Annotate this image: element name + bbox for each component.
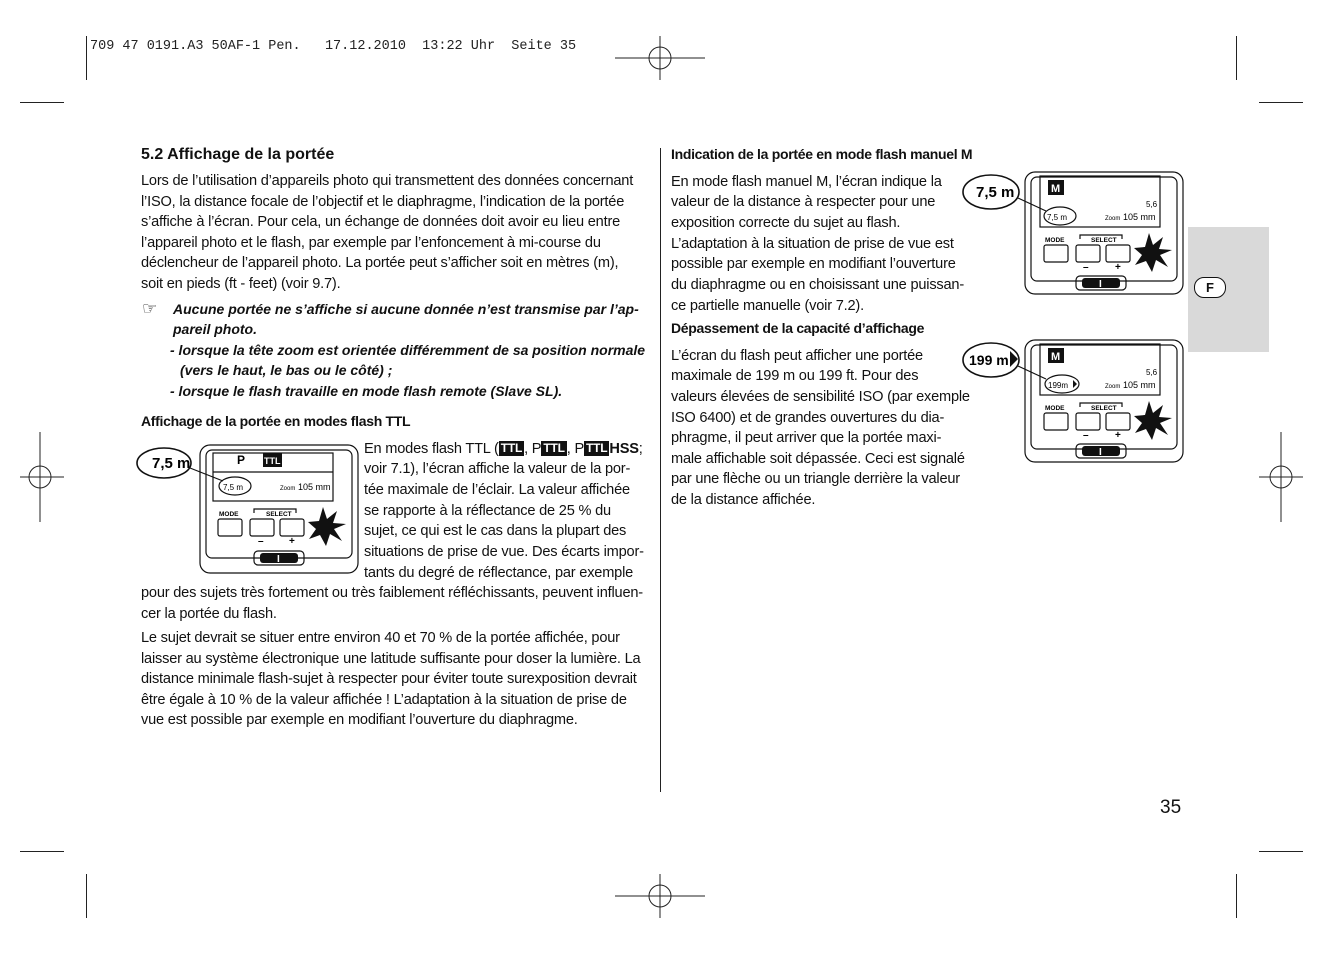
ttl-tail: ; [638, 441, 643, 457]
subject-line: vue est possible par exemple en modifiant l’ouverture du diaphragme. [141, 712, 578, 728]
ttl-line: sujet, ce qui est le cas dans la plupart des [364, 523, 627, 539]
ttl-heading: Affichage de la portée en modes flash TTL [141, 413, 411, 429]
manual-line: L’adaptation à la situation de prise de vue est [671, 236, 954, 252]
ttl-badge: TTL [585, 441, 608, 455]
overflow-display-diagram [960, 336, 1188, 466]
subject-line: laisser au système électronique une latitude suffisante pour doser la lumière. La [141, 651, 641, 667]
note-line: (vers le haut, le bas ou le côté) ; [180, 362, 393, 378]
power-label: I [1099, 279, 1102, 290]
intro-line: soit en pieds (ft - feet) (voir 9.7). [141, 276, 341, 292]
manual-line: ce partielle manuelle (voir 7.2). [671, 298, 864, 314]
subject-line: distance minimale flash-sujet à respecter pour éviter toute surexposition devrait [141, 671, 637, 687]
mode-button-label: MODE [1045, 405, 1065, 412]
aperture-value: 5,6 [1146, 368, 1158, 377]
zoom-value: 105 mm [298, 482, 331, 492]
intro-line: Lors de l’utilisation d’appareils photo qui transmettent des données concernant [141, 173, 634, 189]
manual-line: exposition correcte du sujet au flash. [671, 215, 901, 231]
ttl-line: tants du degré de réflectance, par exemple [364, 565, 634, 581]
ttl-badge: TTL [500, 441, 523, 455]
mode-button-label: MODE [219, 511, 239, 518]
zoom-label: Zoom [280, 486, 296, 492]
ttl-sep: , P [566, 441, 584, 457]
ttl-badge: TTL [543, 441, 565, 455]
ttl-line: tée maximale de l’éclair. La valeur affichée [364, 482, 630, 498]
manual-line: valeur de la distance à respecter pour une [671, 194, 936, 210]
intro-line: l’appareil photo et le flash, par exemple par l’enfoncement à mi-course du [141, 235, 601, 251]
select-label: SELECT [266, 511, 292, 518]
overflow-line: ISO 6400) et de grandes ouvertures du dia- [671, 410, 945, 426]
ttl-prefix: En modes flash TTL ( [364, 441, 499, 457]
note-line: Aucune portée ne s’affiche si aucune donnée n’est transmise par l’ap- [173, 301, 639, 317]
mode-letter: P [237, 453, 246, 467]
ttl-display-diagram [134, 440, 364, 578]
plus-label: + [289, 536, 295, 547]
range-callout: 7,5 m [152, 455, 191, 472]
minus-label: – [1083, 262, 1089, 273]
range-readout: 7,5 m [223, 483, 244, 492]
note-line: pareil photo. [173, 321, 257, 337]
intro-line: déclencheur de l’appareil photo. La portée peut s’afficher soit en mètres (m), [141, 255, 619, 271]
hand-pointer-icon: ☞ [142, 299, 158, 318]
ttl-sep: , P [524, 441, 542, 457]
overflow-line: L’écran du flash peut afficher une portée [671, 348, 923, 364]
power-label: I [277, 554, 280, 565]
overflow-line: male affichable soit dépassée. Ceci est signalé [671, 451, 965, 467]
column-divider [660, 148, 661, 792]
overflow-line: de la distance affichée. [671, 492, 816, 508]
manual-display-diagram [960, 168, 1188, 298]
overflow-line: valeurs élevées de sensibilité ISO (par exemple [671, 389, 970, 405]
minus-label: – [258, 536, 264, 547]
zoom-label: Zoom [1105, 216, 1121, 222]
ttl-first-line [364, 439, 643, 460]
manual-line: En mode flash manuel M, l’écran indique la [671, 174, 942, 190]
power-label: I [1099, 447, 1102, 458]
overflow-line: maximale de 199 m ou 199 ft. Pour des [671, 368, 919, 384]
mode-badge: M [1051, 351, 1061, 363]
language-badge: F [1194, 277, 1226, 298]
minus-label: – [1083, 430, 1089, 441]
ttl-line: situations de prise de vue. Des écarts impor- [364, 544, 644, 560]
plus-label: + [1115, 430, 1121, 441]
zoom-value: 105 mm [1123, 380, 1156, 390]
subject-line: être égale à 10 % de la valeur affichée ! L’adaptation à la situation de prise de [141, 692, 627, 708]
print-header: 709 47 0191.A3 50AF-1 Pen. 17.12.2010 13:22 Uhr Seite 35 [90, 39, 577, 54]
overflow-line: par une flèche ou un triangle derrière la valeur [671, 471, 960, 487]
manual-heading: Indication de la portée en mode flash manuel M [671, 146, 973, 162]
select-label: SELECT [1091, 237, 1117, 244]
note-line: - lorsque le flash travaille en mode flash remote (Slave SL). [170, 383, 563, 399]
zoom-value: 105 mm [1123, 212, 1156, 222]
select-label: SELECT [1091, 405, 1117, 412]
range-callout: 199 m [969, 352, 1009, 368]
plus-label: + [1115, 262, 1121, 273]
range-readout: 7,5 m [1047, 213, 1068, 222]
range-callout: 7,5 m [976, 184, 1015, 201]
overflow-arrow-icon [1073, 380, 1077, 388]
section-heading: 5.2 Affichage de la portée [141, 146, 335, 163]
overflow-line: phragme, il peut arriver que la portée maxi- [671, 430, 942, 446]
ttl-line: pour des sujets très fortement ou très faiblement réfléchissants, peuvent influen- [141, 585, 643, 601]
ttl-line: cer la portée du flash. [141, 606, 277, 622]
intro-line: l’ISO, la distance focale de l’objectif et le diaphragme, l’indication de la portée [141, 194, 625, 210]
range-readout: 199m [1048, 381, 1069, 390]
page-number: 35 [1160, 797, 1182, 818]
ttl-hss: HSS [609, 441, 639, 457]
mode-badge: M [1051, 183, 1061, 195]
subject-line: Le sujet devrait se situer entre environ 40 et 70 % de la portée affichée, pour [141, 630, 620, 646]
mode-button-label: MODE [1045, 237, 1065, 244]
manual-line: du diaphragme ou en choisissant une puissan- [671, 277, 965, 293]
ttl-line: se rapporte à la réflectance de 25 % du [364, 503, 611, 519]
note-line: - lorsque la tête zoom est orientée différemment de sa position normale [170, 342, 646, 358]
intro-line: s’affiche à l’écran. Pour cela, un échange de données doit avoir eu lieu entre [141, 214, 621, 230]
aperture-value: 5,6 [1146, 200, 1158, 209]
ttl-line: voir 7.1), l’écran affiche la valeur de la por- [364, 461, 631, 477]
mode-badge: TTL [264, 456, 281, 466]
zoom-label: Zoom [1105, 384, 1121, 390]
manual-line: possible par exemple en modifiant l’ouverture [671, 256, 956, 272]
overflow-heading: Dépassement de la capacité d’affichage [671, 320, 925, 336]
